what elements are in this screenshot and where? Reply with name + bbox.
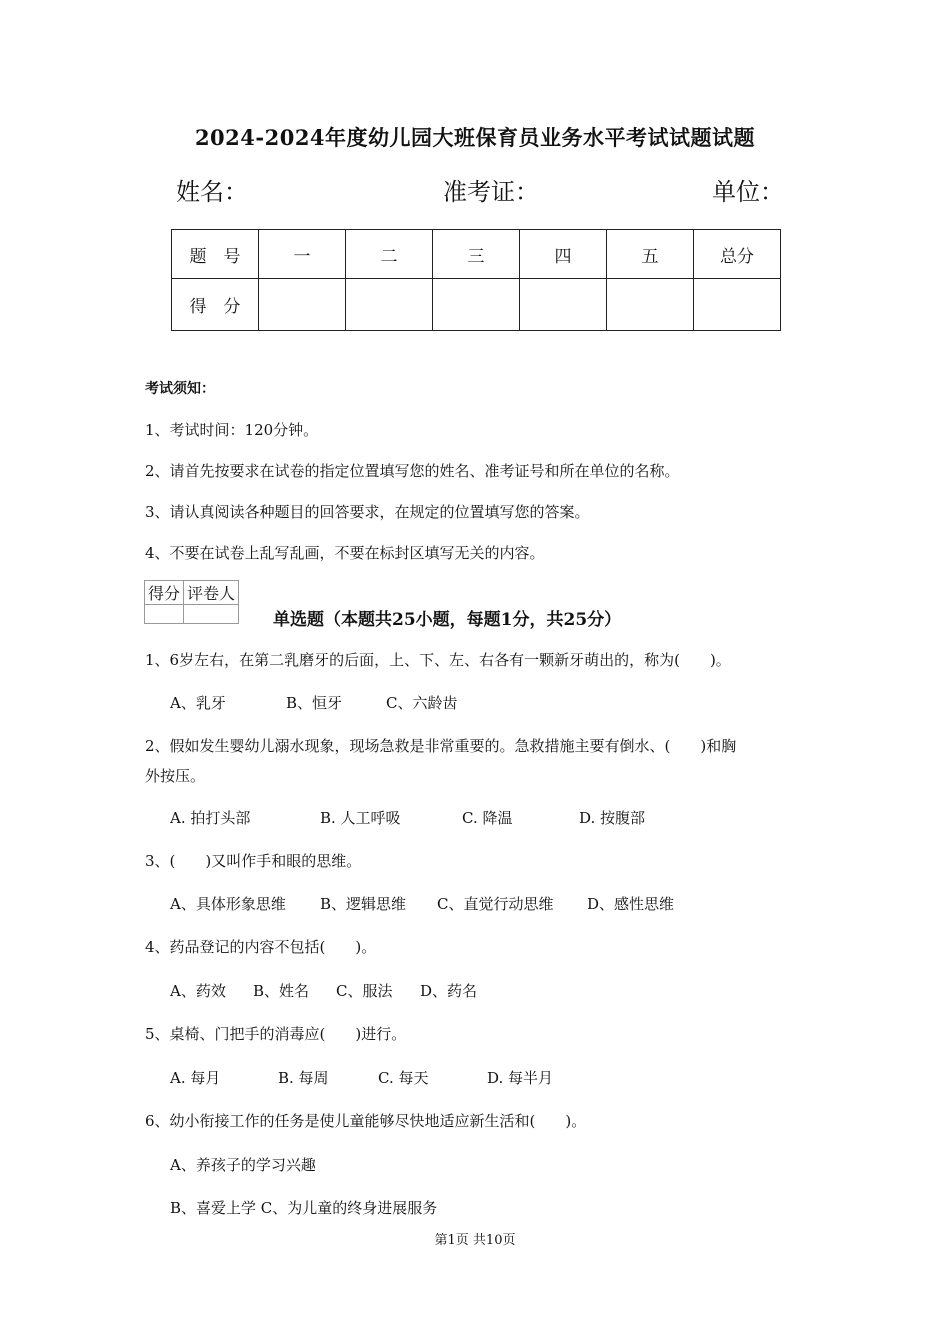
question-option[interactable]: A. 拍打头部 bbox=[170, 809, 251, 827]
question-option[interactable]: D、感性思维 bbox=[587, 895, 675, 913]
question-stem: 2、假如发生婴幼儿溺水现象，现场急救是非常重要的。急救措施主要有倒水、( )和胸 bbox=[145, 737, 737, 755]
question-option[interactable]: A、养孩子的学习兴趣 bbox=[170, 1156, 316, 1174]
unit-field-label: 单位： bbox=[712, 178, 784, 206]
name-field-label: 姓名： bbox=[176, 178, 248, 206]
exam-id-field-label: 准考证： bbox=[443, 178, 539, 206]
question-stem: 3、( )又叫作手和眼的思维。 bbox=[145, 852, 362, 870]
page-footer: 第1页 共10页 bbox=[434, 1233, 516, 1248]
grader-table-grader-label: 评卷人 bbox=[184, 581, 239, 605]
score-table-header: 题 号 bbox=[172, 230, 259, 279]
section-title: 单选题（本题共25小题，每题1分，共25分） bbox=[273, 610, 622, 630]
score-table-header: 三 bbox=[433, 230, 520, 279]
question-option[interactable]: B. 每周 bbox=[278, 1069, 329, 1087]
question-option[interactable]: A. 每月 bbox=[170, 1069, 221, 1087]
grader-name-cell[interactable] bbox=[184, 605, 239, 624]
score-cell[interactable] bbox=[607, 279, 694, 331]
question-stem-continued: 外按压。 bbox=[145, 767, 206, 785]
score-cell[interactable] bbox=[346, 279, 433, 331]
score-table bbox=[171, 229, 781, 331]
notice-item: 4、不要在试卷上乱写乱画，不要在标封区填写无关的内容。 bbox=[145, 544, 545, 562]
question-option[interactable]: B. 人工呼吸 bbox=[320, 809, 401, 827]
question-option[interactable]: A、药效 bbox=[170, 982, 226, 1000]
grader-table-score-label: 得分 bbox=[145, 581, 184, 605]
score-table-header: 一 bbox=[259, 230, 346, 279]
grader-score-cell[interactable] bbox=[145, 605, 184, 624]
question-option[interactable]: D. 每半月 bbox=[487, 1069, 554, 1087]
question-option[interactable]: C. 每天 bbox=[378, 1069, 429, 1087]
grader-table bbox=[144, 580, 239, 624]
question-option[interactable]: C、服法 bbox=[336, 982, 393, 1000]
score-cell[interactable] bbox=[520, 279, 607, 331]
notice-item: 1、考试时间：120分钟。 bbox=[145, 421, 319, 439]
question-option[interactable]: B、喜爱上学 C、为儿童的终身进展服务 bbox=[170, 1199, 438, 1217]
score-table-header: 四 bbox=[520, 230, 607, 279]
notice-item: 3、请认真阅读各种题目的回答要求，在规定的位置填写您的答案。 bbox=[145, 503, 590, 521]
exam-title: 2024-2024年度幼儿园大班保育员业务水平考试试题试题 bbox=[194, 125, 756, 150]
question-option[interactable]: A、乳牙 bbox=[170, 694, 226, 712]
question-option[interactable]: C、六龄齿 bbox=[386, 694, 458, 712]
score-table-score-row bbox=[172, 279, 781, 331]
score-table-header: 二 bbox=[346, 230, 433, 279]
notice-title: 考试须知： bbox=[145, 381, 215, 397]
question-option[interactable]: B、恒牙 bbox=[286, 694, 343, 712]
question-stem: 4、药品登记的内容不包括( )。 bbox=[145, 938, 377, 956]
notice-item: 2、请首先按要求在试卷的指定位置填写您的姓名、准考证号和所在单位的名称。 bbox=[145, 462, 680, 480]
question-stem: 1、6岁左右，在第二乳磨牙的后面，上、下、左、右各有一颗新牙萌出的，称为( )。 bbox=[145, 651, 731, 669]
score-cell[interactable] bbox=[694, 279, 781, 331]
score-table-header-row bbox=[172, 230, 781, 279]
score-cell[interactable] bbox=[433, 279, 520, 331]
score-row-label: 得 分 bbox=[172, 279, 259, 331]
question-option[interactable]: D. 按腹部 bbox=[579, 809, 646, 827]
question-option[interactable]: D、药名 bbox=[420, 982, 478, 1000]
question-stem: 6、幼小衔接工作的任务是使儿童能够尽快地适应新生活和( )。 bbox=[145, 1112, 587, 1130]
score-table-header: 总分 bbox=[694, 230, 781, 279]
question-option[interactable]: A、具体形象思维 bbox=[170, 895, 286, 913]
question-option[interactable]: B、逻辑思维 bbox=[320, 895, 407, 913]
question-option[interactable]: B、姓名 bbox=[253, 982, 310, 1000]
score-table-header: 五 bbox=[607, 230, 694, 279]
question-option[interactable]: C、直觉行动思维 bbox=[437, 895, 554, 913]
score-cell[interactable] bbox=[259, 279, 346, 331]
question-stem: 5、桌椅、门把手的消毒应( )进行。 bbox=[145, 1025, 407, 1043]
question-option[interactable]: C. 降温 bbox=[462, 809, 513, 827]
